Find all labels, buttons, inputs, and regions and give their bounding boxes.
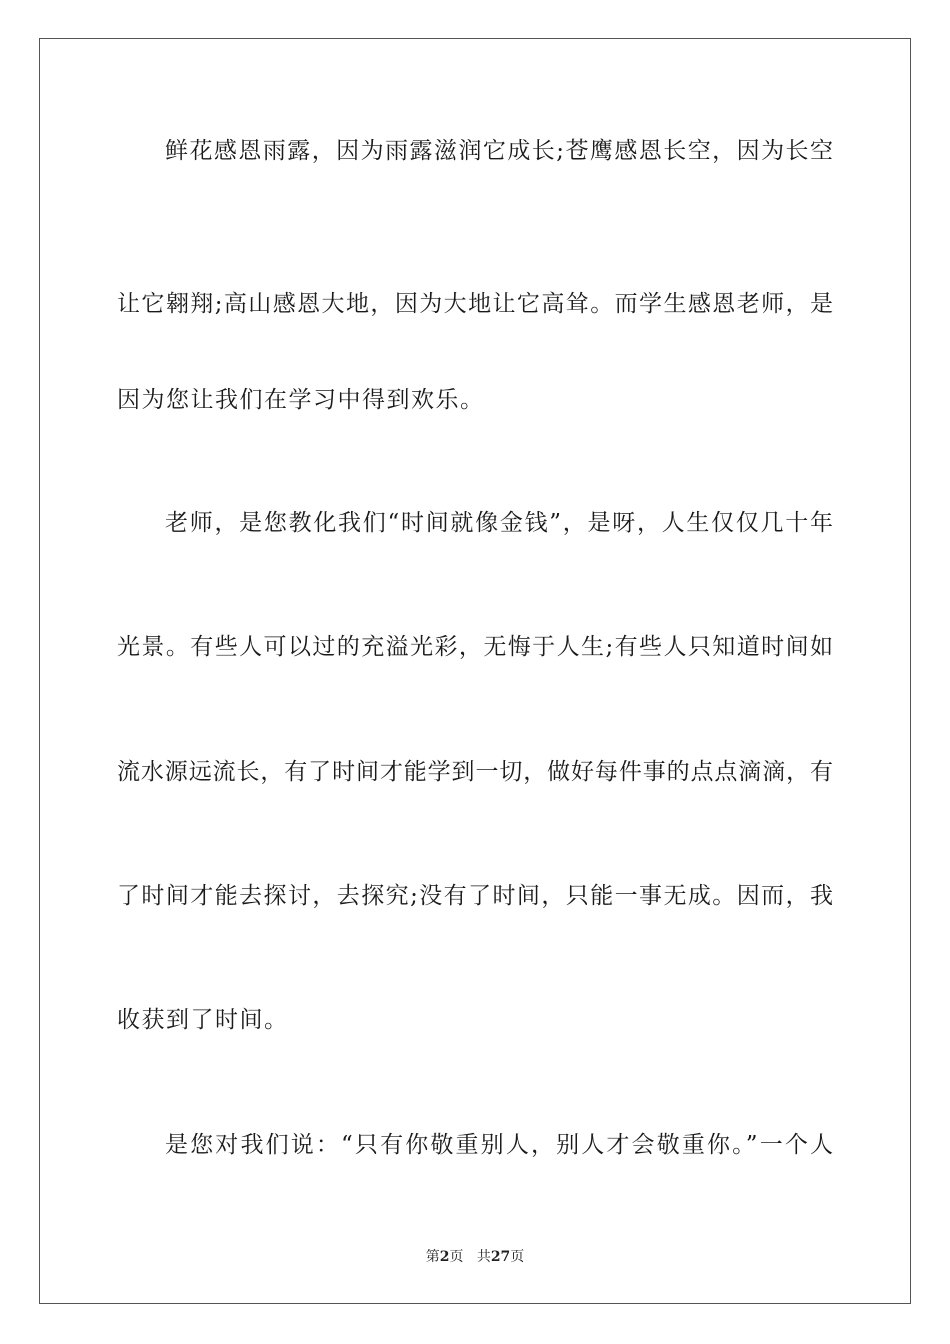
page-border <box>39 38 911 1304</box>
text-line-3: 因为您让我们在学习中得到欢乐。 <box>117 387 485 413</box>
text-line-5: 光景。有些人可以过的充溢光彩，无悔于人生;有些人只知道时间如 <box>117 634 833 660</box>
text-line-8: 收获到了时间。 <box>117 1007 289 1033</box>
text-line-1: 鲜花感恩雨露，因为雨露滋润它成长;苍鹰感恩长空，因为长空 <box>165 138 833 164</box>
text-line-6: 流水源远流长，有了时间才能学到一切，做好每件事的点点滴滴，有 <box>117 759 833 785</box>
footer-page-prefix: 第 <box>425 1249 440 1265</box>
text-line-2: 让它翱翔;高山感恩大地，因为大地让它高耸。而学生感恩老师，是 <box>117 291 833 317</box>
footer-total-prefix: 共 <box>476 1249 491 1265</box>
footer-total-suffix: 页 <box>510 1249 525 1265</box>
footer-total-pages: 27 <box>490 1249 511 1265</box>
footer-page-number: 2 <box>439 1249 450 1265</box>
page-footer <box>0 1248 950 1266</box>
text-line-9: 是您对我们说：“只有你敬重别人，别人才会敬重你。”一个人 <box>165 1132 833 1158</box>
footer-page-suffix: 页 <box>449 1249 464 1265</box>
text-line-7: 了时间才能去探讨，去探究;没有了时间，只能一事无成。因而，我 <box>117 883 833 909</box>
text-line-4: 老师，是您教化我们“时间就像金钱”，是呀，人生仅仅几十年 <box>165 510 833 536</box>
